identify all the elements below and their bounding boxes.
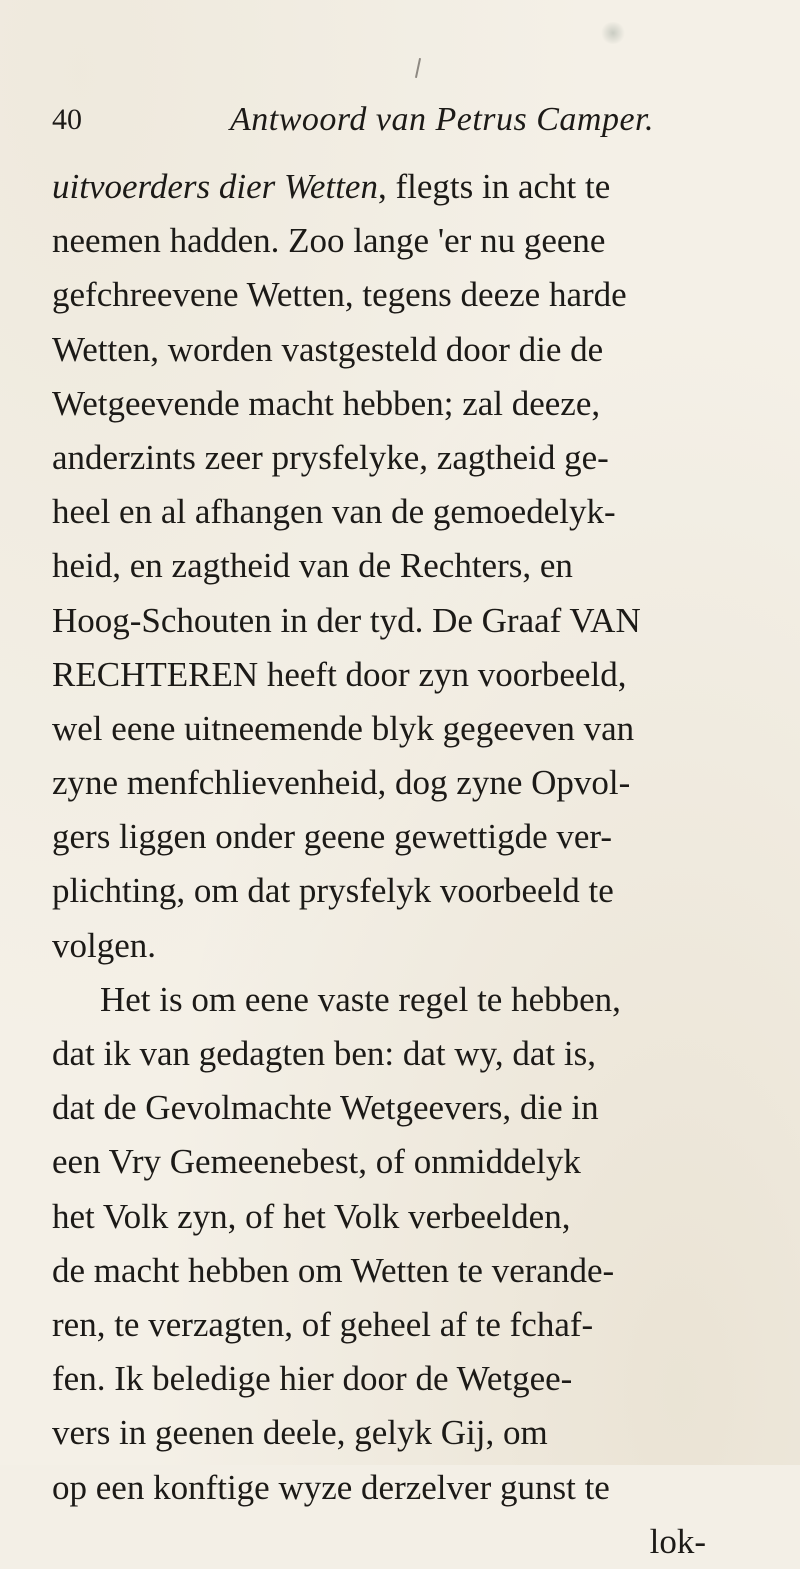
paper-stain (600, 22, 626, 44)
text-line: gers liggen onder geene gewettigde ver- (52, 817, 613, 857)
text-line: neemen hadden. Zoo lange 'er nu geene (52, 221, 606, 261)
text-line: dat ik van gedagten ben: dat wy, dat is, (52, 1034, 596, 1073)
italic-lead: uitvoerders dier Wetten (52, 167, 378, 206)
text-line: het Volk zyn, of het Volk verbeelden, (52, 1196, 571, 1236)
text-line: Het is om eene vaste regel te hebben, (100, 979, 621, 1019)
text-line: een Vry Gemeenebest, of onmiddelyk (52, 1142, 581, 1182)
text-line: plichting, om dat prysfelyk voorbeeld te (52, 871, 614, 911)
text-line: anderzints zeer prysfelyke, zagtheid ge- (52, 437, 609, 477)
running-head: Antwoord van Petrus Camper. (230, 101, 655, 138)
text-line: wel eene uitneemende blyk gegeeven van (52, 708, 635, 748)
ink-mark (415, 58, 421, 78)
text-line: vers in geenen deele, gelyk Gij, om (52, 1413, 548, 1453)
text-line: gefchreevene Wetten, tegens deeze harde (52, 275, 627, 315)
catchword: lok- (649, 1521, 706, 1561)
text-line: uitvoerders dier Wetten, flegts in acht te (52, 167, 611, 206)
body-text (52, 160, 752, 1569)
text-line: zyne menfchlievenheid, dog zyne Opvol- (52, 763, 631, 803)
page-header (52, 100, 752, 144)
text-line: fen. Ik beledige hier door de Wetgee- (52, 1359, 573, 1399)
text-line: volgen. (52, 925, 157, 965)
text-line: op een konftige wyze derzelver gunst te (52, 1467, 610, 1507)
text-line: de macht hebben om Wetten te verande- (52, 1250, 615, 1290)
text-line: ren, te verzagten, of geheel af te fchaf- (52, 1304, 594, 1344)
text-line: RECHTEREN heeft door zyn voorbeeld, (52, 654, 627, 694)
text-line: Hoog-Schouten in der tyd. De Graaf VAN (52, 600, 641, 640)
text-line: heel en al afhangen van de gemoedelyk- (52, 492, 616, 532)
page-number: 40 (52, 103, 82, 136)
text-line: dat de Gevolmachte Wetgeevers, die in (52, 1088, 599, 1128)
text-line: Wetten, worden vastgesteld door die de (52, 329, 604, 369)
text-line: heid, en zagtheid van de Rechters, en (52, 546, 573, 586)
text-line: Wetgeevende macht hebben; zal deeze, (52, 383, 601, 423)
